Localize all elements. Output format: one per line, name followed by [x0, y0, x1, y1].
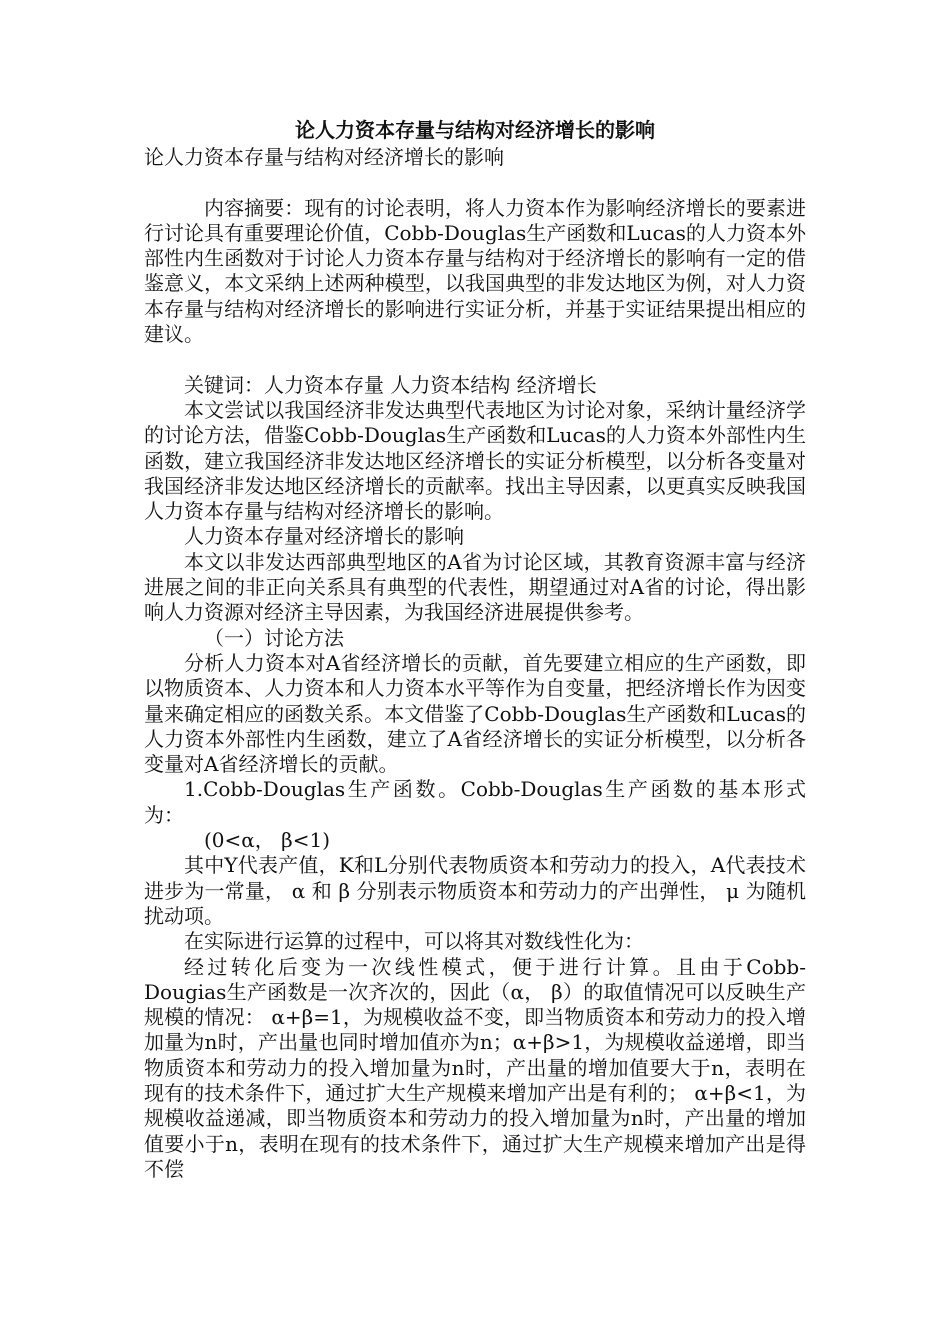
intro-paragraph: 本文尝试以我国经济非发达典型代表地区为讨论对象，采纳计量经济学的讨论方法，借鉴Cobb-Douglas生产函数和Lucas的人力资本外部性内生函数，建立我国经济非发达地区经济增长的实证分析模型，以分析各变量对我国经济非发达地区经济增长的贡献率。找出主导因素，以更真实反映我国人力资本存量与结构对经济增长的影响。	[144, 397, 806, 524]
section-paragraph: 本文以非发达西部典型地区的A省为讨论区域，其教育资源丰富与经济进展之间的非正向关系具有典型的代表性，期望通过对A省的讨论，得出影响人力资源对经济主导因素，为我国经济进展提供参考。	[144, 549, 806, 625]
abstract-paragraph: 内容摘要：现有的讨论表明，将人力资本作为影响经济增长的要素进行讨论具有重要理论价值，Cobb-Douglas生产函数和Lucas的人力资本外部性内生函数对于讨论人力资本存量与结构对于经济增长的影响有一定的借鉴意义，本文采纳上述两种模型，以我国典型的非发达地区为例，对人力资本存量与结构对经济增长的影响进行实证分析，并基于实证结果提出相应的建议。	[144, 195, 806, 347]
keywords-line: 关键词：人力资本存量 人力资本结构 经济增长	[184, 372, 597, 397]
subsection-heading: （一）讨论方法	[204, 625, 344, 650]
document-title: 论人力资本存量与结构对经济增长的影响	[295, 118, 655, 142]
blank-line	[144, 347, 806, 372]
log-linear-paragraph: 在实际进行运算的过程中，可以将其对数线性化为：	[184, 929, 644, 954]
cobb-douglas-paragraph: 1.Cobb-Douglas生产函数。Cobb-Douglas生产函数的基本形式为：	[144, 777, 806, 827]
method-paragraph: 分析人力资本对A省经济增长的贡献，首先要建立相应的生产函数，即以物质资本、人力资本和人力资本水平等作为自变量，把经济增长作为因变量来确定相应的函数关系。本文借鉴了Cobb-Douglas生产函数和Lucas的人力资本外部性内生函数，建立了A省经济增长的实证分析模型，以分析各变量对A省经济增长的贡献。	[144, 650, 806, 777]
formula-condition: (0<α， β<1)	[204, 828, 330, 853]
variables-paragraph: 其中Y代表产值，K和L分别代表物质资本和劳动力的投入，A代表技术进步为一常量， α 和 β 分别表示物质资本和劳动力的产出弹性， μ 为随机扰动项。	[144, 853, 806, 928]
section-heading: 人力资本存量对经济增长的影响	[184, 524, 464, 549]
document-page	[144, 118, 806, 1182]
blank-line	[144, 170, 806, 195]
returns-to-scale-paragraph: 经过转化后变为一次线性模式，便于进行计算。且由于Cobb-Dougias生产函数是一次齐次的，因此（α， β）的取值情况可以反映生产规模的情况： α+β=1，为规模收益不变，即当物质资本和劳动力的投入增加量为n时，产出量也同时增加值亦为n；α+β>1，为规模收益递增，即当物质资本和劳动力的投入增加量为n时，产出量的增加值要大于n，表明在现有的技术条件下，通过扩大生产规模来增加产出是有利的； α+β<1，为规模收益递减，即当物质资本和劳动力的投入增加量为n时，产出量的增加值要小于n，表明在现有的技术条件下，通过扩大生产规模来增加产出是得不偿	[144, 954, 806, 1181]
document-subtitle: 论人力资本存量与结构对经济增长的影响	[144, 145, 504, 169]
